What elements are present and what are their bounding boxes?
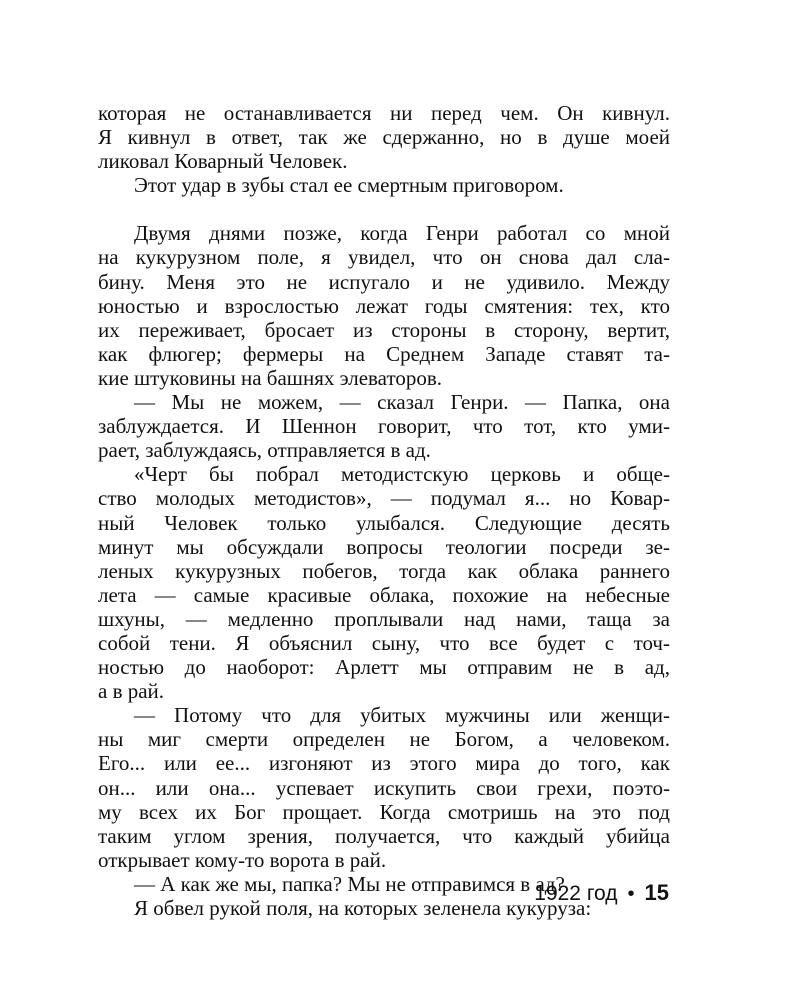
text-line: лета — самые красивые облака, похожие на небесные [98,582,670,607]
text-line: он... или она... успевает искупить свои грехи, поэто- [98,775,670,800]
text-line: Я кивнул в ответ, так же сдержанно, но в душе моей [98,125,670,150]
text-line: ностью до наоборот: Арлетт мы отправим не в ад, [98,655,670,680]
page-footer [534,880,669,906]
text-line: собой тени. Я объяснил сыну, что все будет с точ- [98,630,670,655]
text-line: — А как же мы, папка? Мы не отправимся в ад? [134,871,565,896]
text-line: которая не останавливается ни перед чем. Он кивнул. [98,101,670,125]
text-line: рает, заблуждаясь, отправляется в ад. [98,438,431,463]
text-line: — Мы не можем, — сказал Генри. — Папка, она [134,390,670,415]
running-title: 1922 год [534,882,618,905]
text-line: му всех их Бог прощает. Когда смотришь на это под [98,799,670,824]
text-line: таким углом зрения, получается, что каждый убийца [98,823,670,848]
text-line: юностью и взрослостью лежат годы смятения: тех, кто [98,293,670,318]
text-line: Его... или ее... изгоняют из этого мира до того, как [98,751,670,776]
text-line: бину. Меня это не испугало и не удивило. Между [98,269,670,294]
text-line: ны миг смерти определен не Богом, а человеком. [98,727,670,752]
text-line: заблуждается. И Шеннон говорит, что тот, кто уми- [98,414,670,439]
text-line: ство молодых методистов», — подумал я... но Ковар- [98,486,670,511]
text-line: на кукурузном поле, я увидел, что он снова дал сла- [98,245,670,270]
body-text [98,101,670,920]
text-line: кие штуковины на башнях элеваторов. [98,365,443,390]
text-line: леных кукурузных побегов, тогда как облака раннего [98,558,670,583]
text-line: минут мы обсуждали вопросы теологии посреди зе- [98,534,670,559]
text-line: Этот удар в зубы стал ее смертным приговором. [134,173,564,198]
bullet-separator: • [627,883,635,905]
text-line: а в рай. [98,679,165,704]
text-line: их переживает, бросает из стороны в сторону, вертит, [98,317,670,342]
text-line: Двумя днями позже, когда Генри работал со мной [134,221,670,246]
text-line: «Черт бы побрал методистскую церковь и обще- [134,462,670,487]
text-line: ликовал Коварный Человек. [98,149,348,174]
text-line: шхуны, — медленно проплывали над нами, таща за [98,606,670,631]
page-number: 15 [644,880,669,905]
text-line: открывает кому-то ворота в рай. [98,847,387,872]
text-line: как флюгер; фермеры на Среднем Западе ставят та- [98,341,670,366]
text-line: ный Человек только улыбался. Следующие десять [98,510,670,535]
text-line: Я обвел рукой поля, на которых зеленела кукуруза: [134,896,592,920]
text-line: — Потому что для убитых мужчины или женщи- [134,703,670,728]
